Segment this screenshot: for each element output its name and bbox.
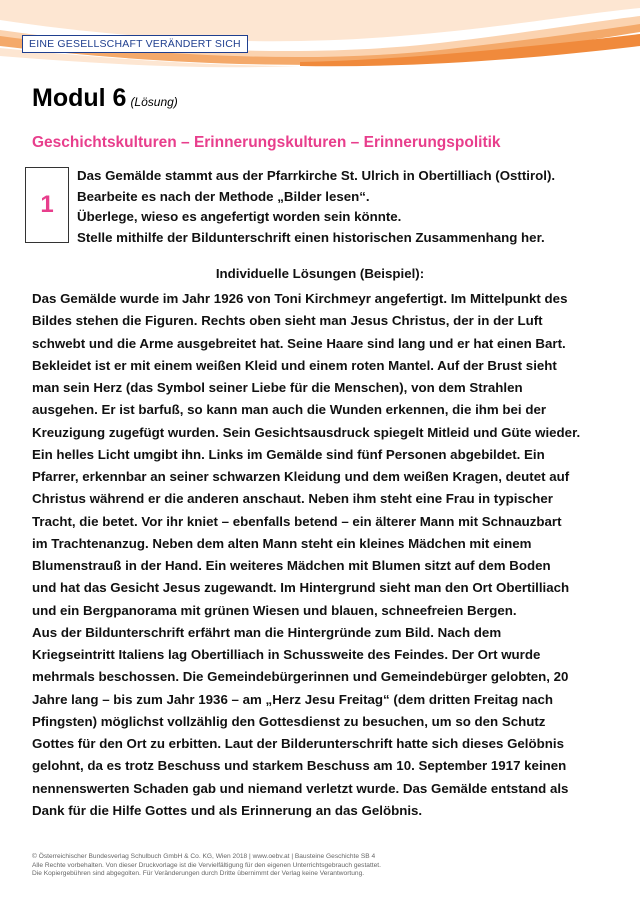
solution-text [32, 288, 612, 822]
solution-line: Dank für die Hilfe Gottes und als Erinnerung an das Gelöbnis. [32, 802, 423, 818]
task-line: Das Gemälde stammt aus der Pfarrkirche St. Ulrich in Obertilliach (Osttirol). [77, 168, 556, 183]
solution-line: Aus der Bildunterschrift erfährt man die Hintergründe zum Bild. Nach dem [32, 624, 502, 640]
task-line: Überlege, wieso es angefertigt worden sein könnte. [77, 209, 402, 224]
solution-line: Christus während er die anderen anschaut. Neben ihm steht eine Frau in typischer [32, 491, 553, 507]
solution-line: Jahre lang – bis zum Jahr 1936 – am „Herz Jesu Freitag“ (dem dritten Freitag nach [32, 691, 553, 707]
solution-line: gelohnt, da es trotz Beschuss und starkem Beschuss am 10. September 1917 keinen [32, 758, 567, 774]
solution-line: im Trachtenanzug. Neben dem alten Mann steht ein kleines Mädchen mit einem [32, 535, 532, 551]
solution-line: und ein Bergpanorama mit grünen Wiesen und blauen, schneefreien Bergen. [32, 602, 517, 618]
solution-line: Bekleidet ist er mit einem weißen Kleid und einem roten Mantel. Auf der Brust sieht [32, 357, 557, 373]
solution-line: schwebt und die Arme ausgebreitet hat. Seine Haare sind lang und er hat einen Bart. [32, 335, 566, 351]
module-title: Modul 6 [32, 84, 127, 112]
solution-line: mehrmals beschossen. Die Gemeindebürgerinnen und Gemeindebürger gelobten, 20 [32, 669, 569, 685]
task-instructions [77, 166, 617, 248]
solution-line: Blumenstrauß in der Hand. Ein weiteres Mädchen mit Blumen sitzt auf dem Boden [32, 558, 551, 573]
solution-line: Kriegseintritt Italiens lag Obertilliach in Schussweite des Feindes. Der Ort wurde [32, 647, 541, 662]
footer-line: Die Kopiergebühren sind abgegolten. Für Veränderungen durch Dritte übernimmt der Verlag keine Verantwortung. [32, 870, 365, 878]
solution-line: Das Gemälde wurde im Jahr 1926 von Toni Kirchmeyr angefertigt. Im Mittelpunkt des [32, 291, 568, 306]
solution-line: Kreuzigung zugefügt wurden. Sein Gesichtsausdruck spiegelt Mitleid und Güte wieder. [32, 424, 581, 440]
task-number-box [25, 167, 69, 243]
footer-line: Alle Rechte vorbehalten. Von dieser Druckvorlage ist die Vervielfältigung für den eigenen Unterrichtsgebrauch gestattet. [32, 861, 381, 869]
task-line: Bearbeite es nach der Methode „Bilder lesen“. [77, 188, 370, 204]
solution-line: man sein Herz (das Symbol seiner Liebe für die Menschen), von dem Strahlen [32, 380, 523, 395]
solution-heading: Individuelle Lösungen (Beispiel): [215, 266, 425, 281]
page-title [32, 84, 178, 113]
solution-note: (Lösung) [130, 95, 178, 109]
solution-line: und hat das Gesicht Jesus zugewandt. Im Hintergrund sieht man den Ort Obertilliach [32, 580, 570, 596]
footer-line: © Österreichischer Bundesverlag Schulbuch GmbH & Co. KG, Wien 2018 | www.oebv.at | Bausteine Geschichte SB 4 [32, 853, 376, 860]
solution-line: Pfarrer, erkennbar an seiner schwarzen Kleidung und dem weißen Kragen, deutet auf [32, 469, 570, 484]
solution-line: Bildes stehen die Figuren. Rechts oben sieht man Jesus Christus, der in der Luft [32, 313, 543, 329]
solution-line: Ein helles Licht umgibt ihn. Links im Gemälde sind fünf Personen abgebildet. Ein [32, 446, 545, 462]
task-number: 1 [40, 191, 54, 218]
solution-line: Tracht, die betet. Vor ihr kniet – ebenfalls betend – ein älterer Mann mit Schnauzbart [32, 513, 562, 529]
solution-line: ausgehen. Er ist barfuß, so kann man auch die Wunden erkennen, die ihm bei der [32, 402, 547, 418]
copyright-footer [32, 853, 622, 879]
task-line: Stelle mithilfe der Bildunterschrift einen historischen Zusammenhang her. [77, 229, 545, 245]
solution-line: Pfingsten) möglichst vollzählig den Gottesdienst zu besuchen, um so den Schutz [32, 713, 546, 729]
series-label: EINE GESELLSCHAFT VERÄNDERT SICH [22, 35, 248, 53]
solution-line: nennenswerten Schaden gab und niemand verletzt wurde. Das Gemälde entstand als [32, 780, 569, 796]
page-subtitle: Geschichtskulturen – Erinnerungskulturen – Erinnerungspolitik [32, 134, 501, 151]
solution-line: Gottes für den Ort zu erbitten. Laut der Bilderunterschrift hatte sich dieses Gelöbnis [32, 736, 564, 751]
